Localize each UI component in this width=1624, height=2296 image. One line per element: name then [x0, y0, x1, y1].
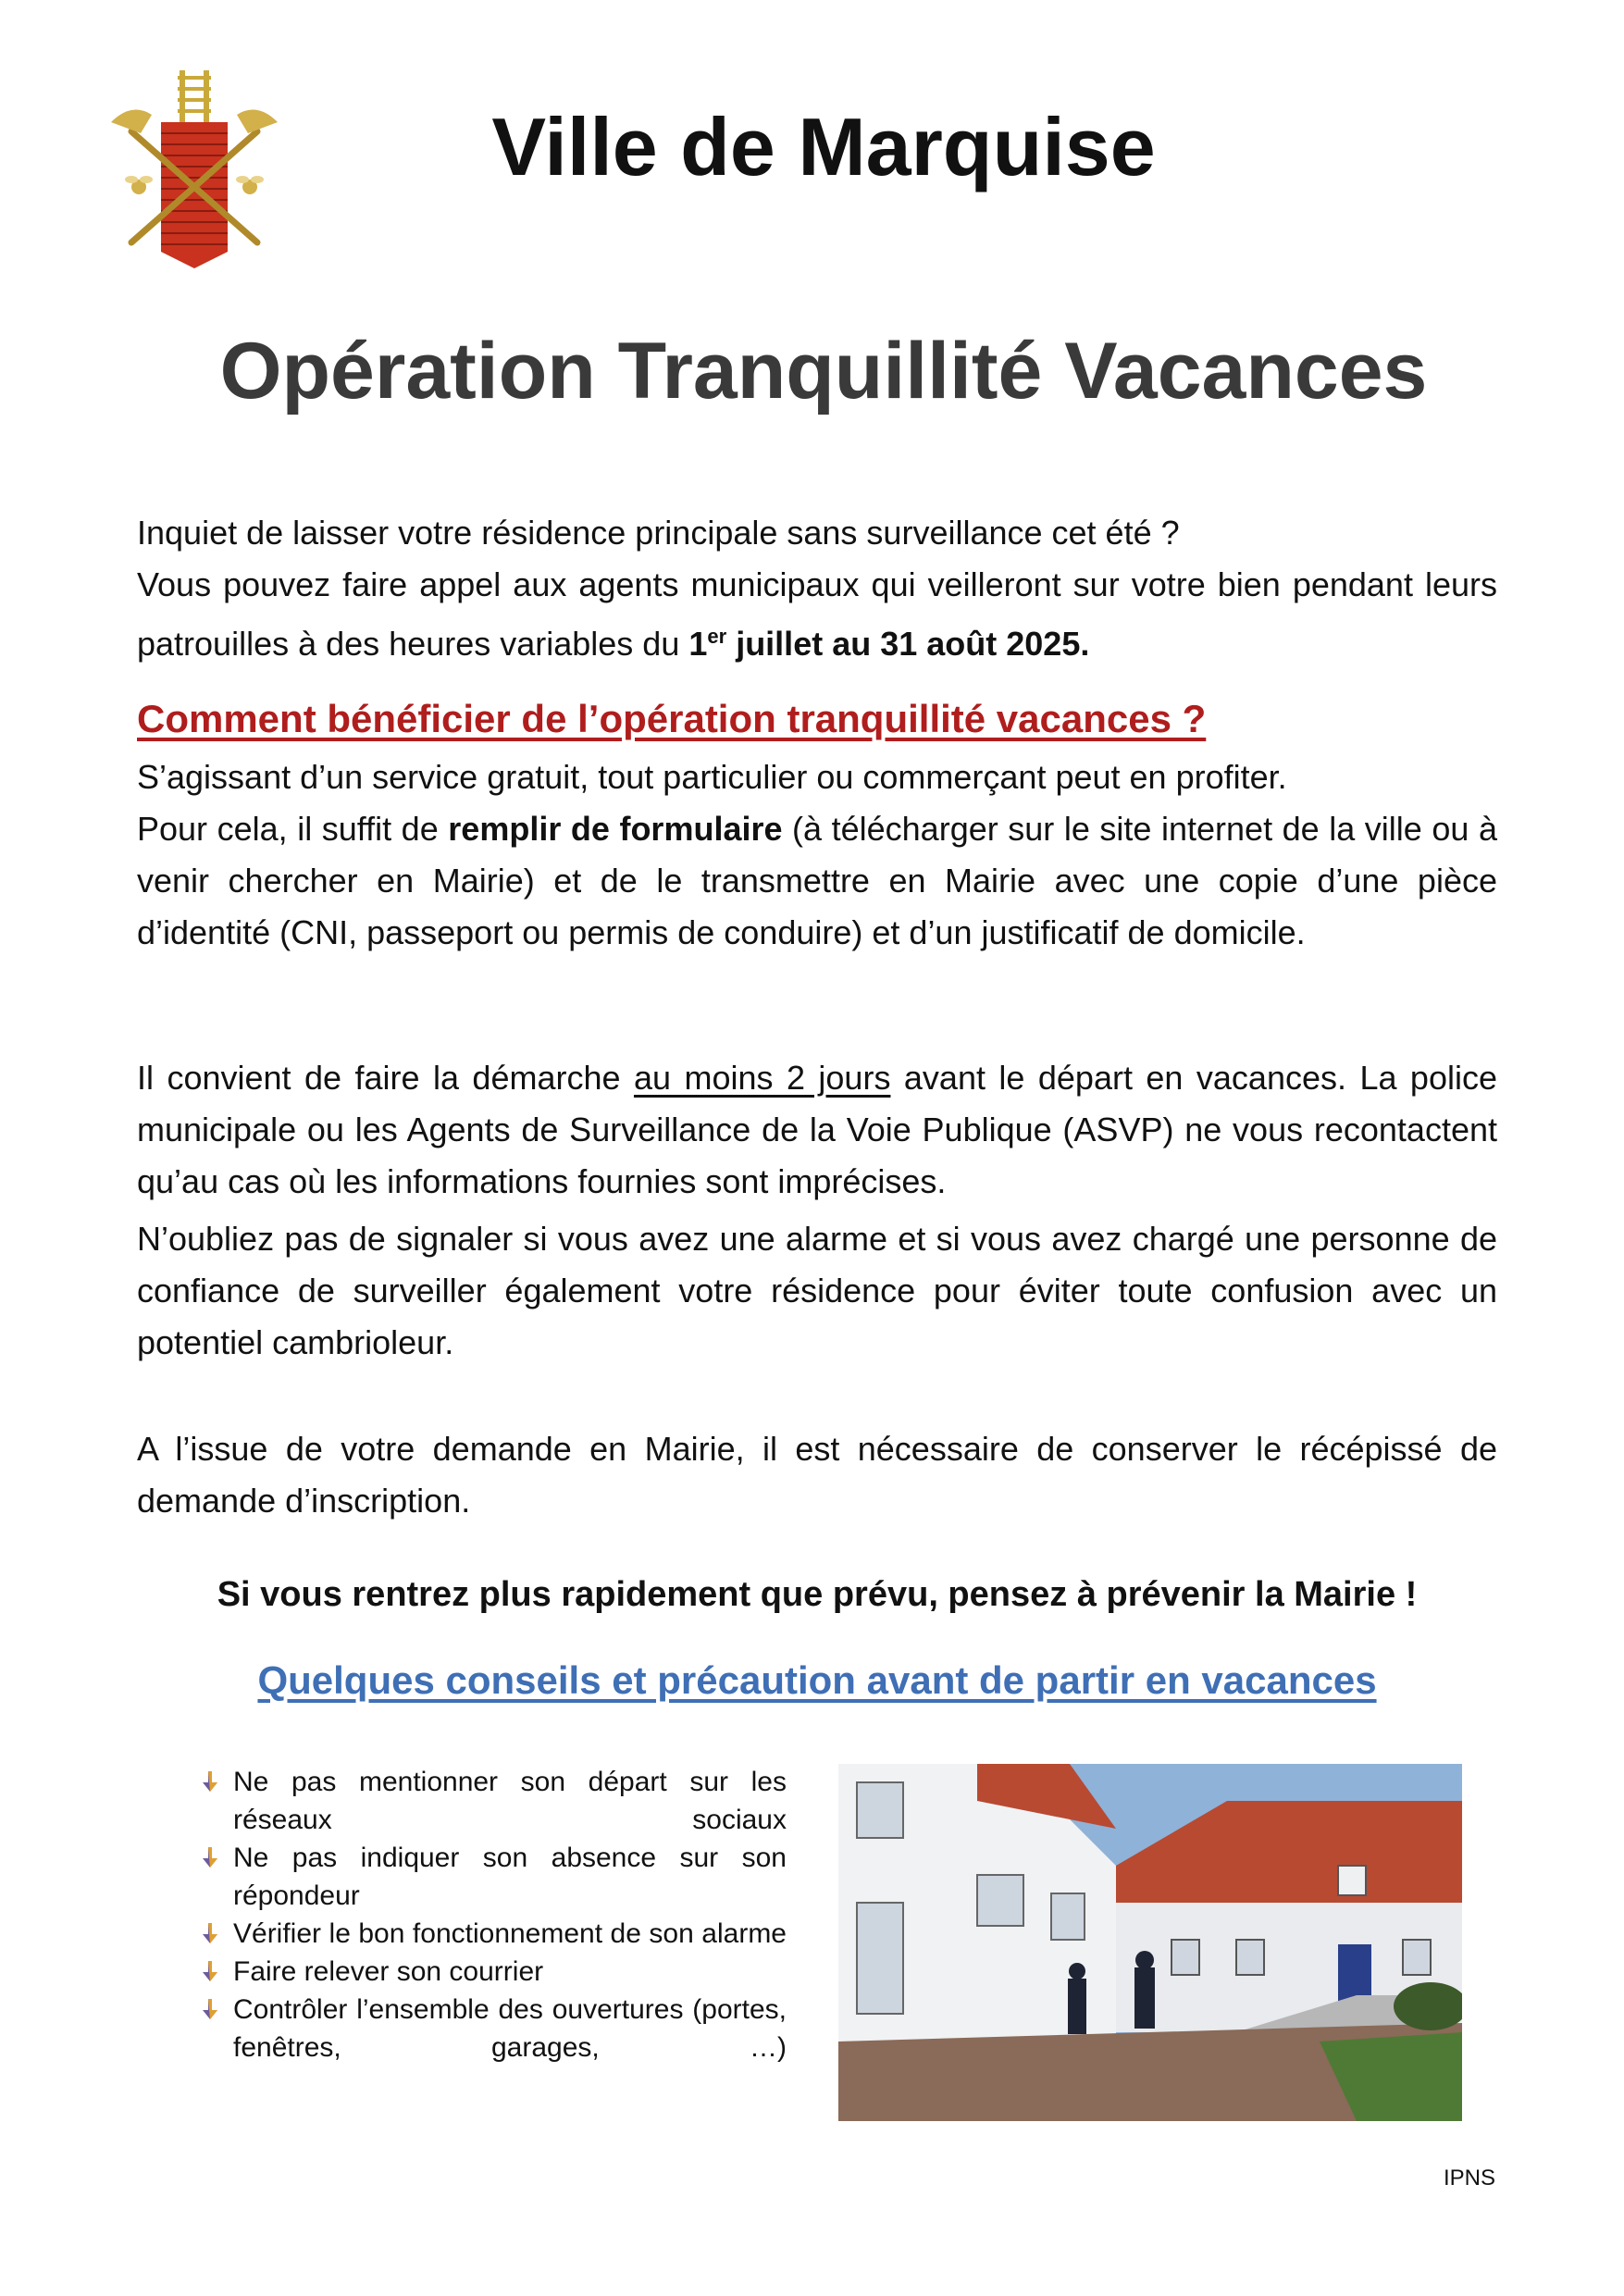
tips-heading: Quelques conseils et précaution avant de partir en vacances [257, 1658, 1377, 1702]
coat-of-arms-logo [104, 67, 285, 276]
tip-text: Faire relever son courrier [233, 1956, 544, 1987]
section-how-to-line-2-b: (à télécharger sur le site internet de la ville ou à venir chercher en Mairie) et de le transmettre en Mairie avec une copie d’une pièce d’identité (CNI, passeport ou permis de conduire) et d’un justificatif de domicile. [137, 810, 1497, 951]
list-item [194, 1839, 787, 1915]
intro-line-2-text: Vous pouvez faire appel aux agents municipaux qui veilleront sur votre bien pendant leurs patrouilles à des heures variables du [137, 565, 1497, 663]
intro-date [688, 625, 1089, 663]
page-subtitle: Opération Tranquillité Vacances [219, 327, 1428, 416]
intro-line-1: Inquiet de laisser votre résidence principale sans surveillance cet été ? [137, 514, 1180, 552]
section-how-to-line-2-a: Pour cela, il suffit de [137, 810, 449, 848]
tip-text: Ne pas mentionner son départ sur les réseaux sociaux [233, 1767, 787, 1835]
section-receipt-paragraph [137, 1423, 1497, 1527]
intro-line-2 [137, 559, 1497, 670]
section-delay-text [137, 1052, 1497, 1208]
arrow-bullet-icon [198, 1959, 222, 1983]
list-item [194, 1953, 787, 1991]
section-receipt-text: A l’issue de votre demande en Mairie, il est nécessaire de conserver le récépissé de demande d’inscription. [137, 1430, 1497, 1520]
section-delay-b: avant le départ en vacances. La police municipale ou les Agents de Surveillance de la Voie Publique (ASVP) ne vous recontactent qu’au cas où les informations fournies sont imprécises. [137, 1059, 1497, 1200]
arrow-bullet-icon [198, 1845, 222, 1869]
tip-text: Contrôler l’ensemble des ouvertures (portes, fenêtres, garages, …) [233, 1994, 787, 2063]
list-item [194, 1915, 787, 1953]
delay-emphasis: au moins 2 jours [633, 1059, 891, 1097]
tip-text: Vérifier le bon fonctionnement de son alarme [233, 1918, 787, 1949]
list-item [194, 1991, 787, 2066]
intro-date-rest: juillet au 31 août 2025. [726, 625, 1090, 663]
section-delay-a: Il convient de faire la démarche [137, 1059, 634, 1097]
section-how-to-line-2 [137, 803, 1497, 959]
ipns-mention: IPNS [1444, 2166, 1496, 2191]
arrow-bullet-icon [198, 1997, 222, 2021]
arrow-bullet-icon [198, 1769, 222, 1793]
section-how-to-line-1: S’agissant d’un service gratuit, tout particulier ou commerçant peut en profiter. [137, 758, 1287, 796]
section-heading-how-to: Comment bénéficier de l’opération tranquillité vacances ? [137, 697, 1207, 740]
intro-date-day: 1 [688, 625, 708, 663]
section-delay-paragraph [137, 1052, 1497, 1208]
tip-text: Ne pas indiquer son absence sur son répondeur [233, 1843, 787, 1911]
arrow-bullet-icon [198, 1921, 222, 1945]
town-hall-photo [838, 1764, 1462, 2121]
intro-date-sup: er [707, 625, 727, 648]
reminder-text: Si vous rentrez plus rapidement que prévu, pensez à prévenir la Mairie ! [217, 1575, 1418, 1614]
tips-list [194, 1763, 787, 2066]
page-title: Ville de Marquise [491, 101, 1156, 192]
form-emphasis: remplir de formulaire [448, 810, 783, 848]
section-alarm-text: N’oubliez pas de signaler si vous avez une alarme et si vous avez chargé une personne de confiance de surveiller également votre résidence pour éviter toute confusion avec un potentiel cambrioleur. [137, 1220, 1497, 1361]
section-how-to-body [137, 751, 1497, 959]
intro-paragraph [137, 507, 1497, 670]
list-item [194, 1763, 787, 1839]
section-alarm-paragraph [137, 1213, 1497, 1369]
